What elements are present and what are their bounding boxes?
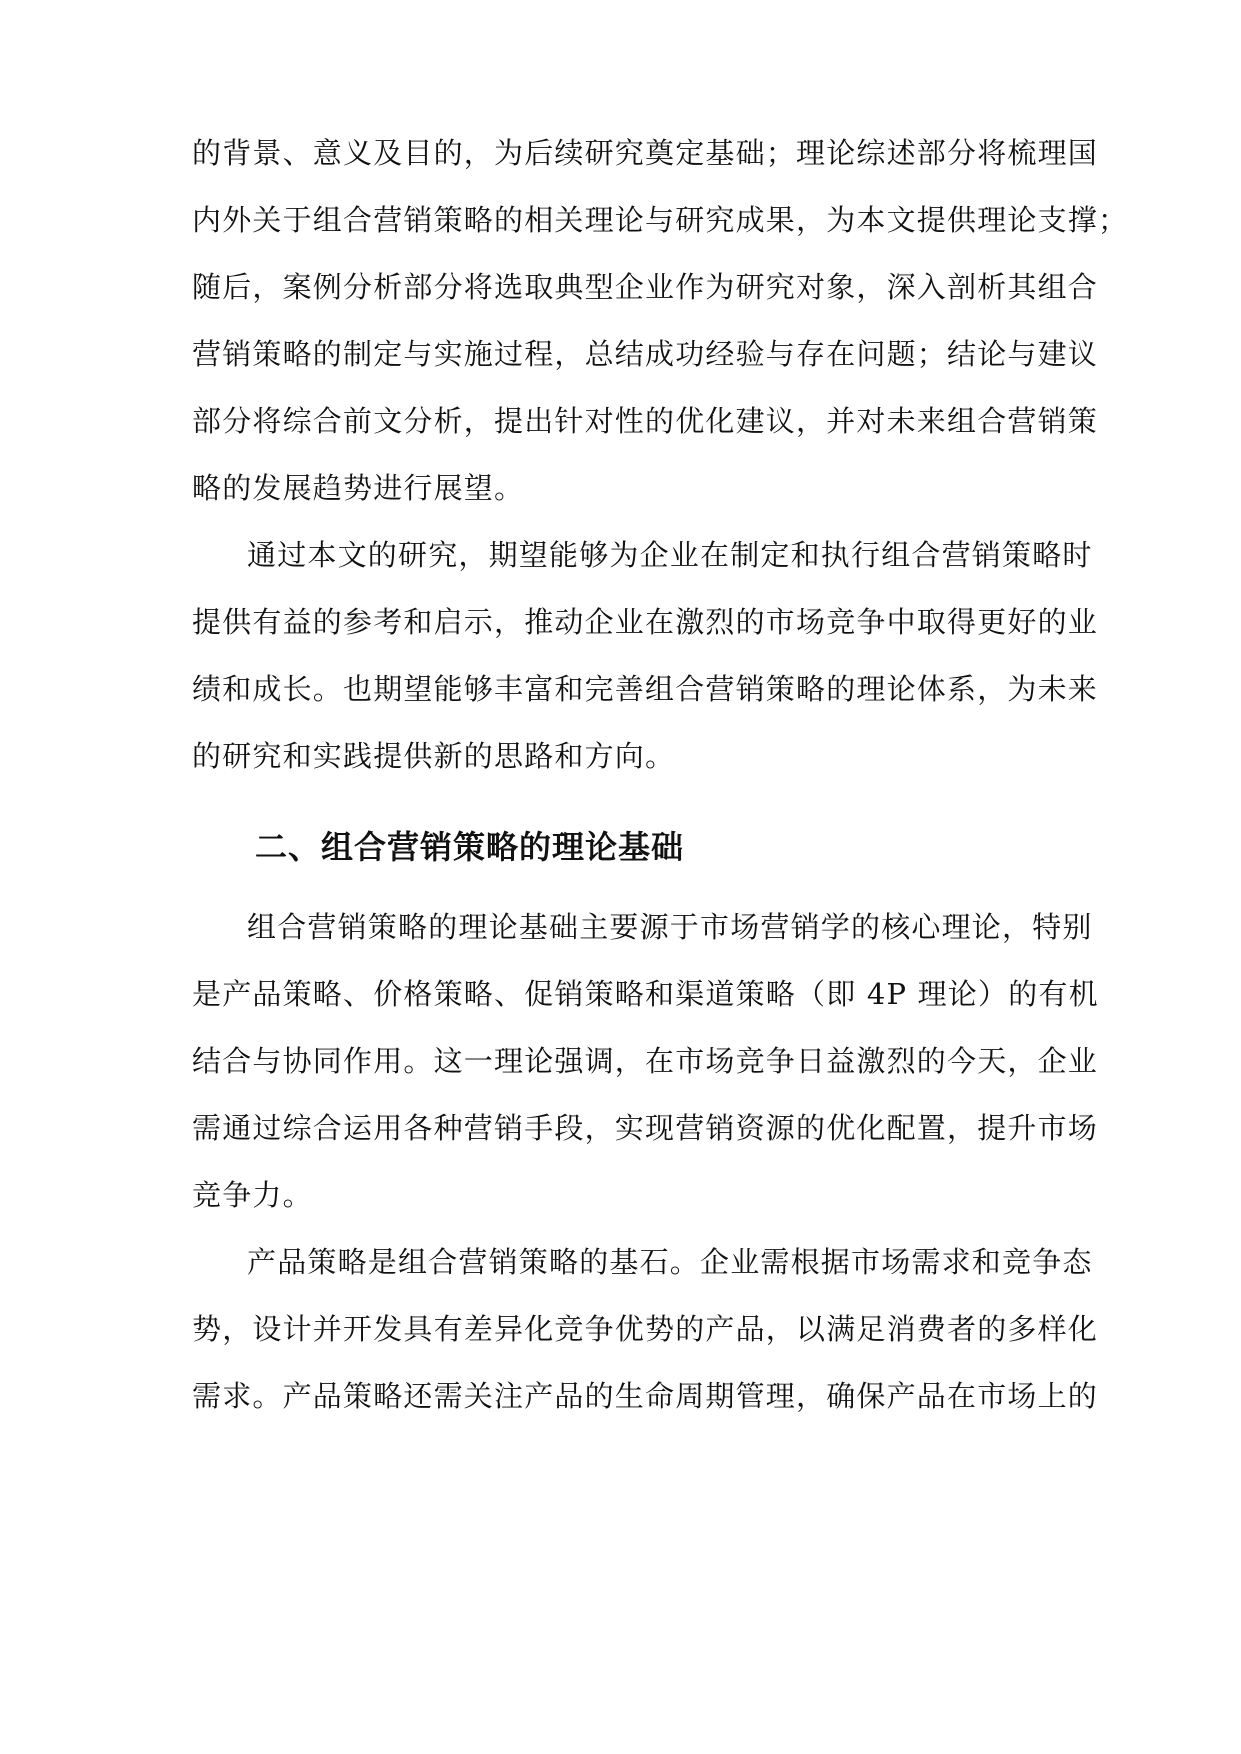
paragraph-line: 势，设计并开发具有差异化竞争优势的产品，以满足消费者的多样化 <box>192 1312 1099 1346</box>
paragraph-line: 内外关于组合营销策略的相关理论与研究成果，为本文提供理论支撑； <box>192 203 1129 237</box>
paragraph-line: 营销策略的制定与实施过程，总结成功经验与存在问题；结论与建议 <box>192 337 1099 371</box>
paragraph-line: 需求。产品策略还需关注产品的生命周期管理，确保产品在市场上的 <box>192 1379 1099 1413</box>
paragraph-line: 部分将综合前文分析，提出针对性的优化建议，并对未来组合营销策 <box>192 404 1099 438</box>
paragraph-line: 组合营销策略的理论基础主要源于市场营销学的核心理论，特别 <box>247 910 1093 944</box>
paragraph-line: 略的发展趋势进行展望。 <box>192 471 525 505</box>
section-heading: 二、组合营销策略的理论基础 <box>255 828 685 866</box>
paragraph-line: 的背景、意义及目的，为后续研究奠定基础；理论综述部分将梳理国 <box>192 136 1099 170</box>
paragraph-line: 结合与协同作用。这一理论强调，在市场竞争日益激烈的今天，企业 <box>192 1044 1099 1078</box>
paragraph-line: 通过本文的研究，期望能够为企业在制定和执行组合营销策略时 <box>247 538 1093 572</box>
paragraph-line: 产品策略是组合营销策略的基石。企业需根据市场需求和竞争态 <box>247 1245 1093 1279</box>
paragraph-line: 绩和成长。也期望能够丰富和完善组合营销策略的理论体系，为未来 <box>192 672 1099 706</box>
paragraph-line: 随后，案例分析部分将选取典型企业作为研究对象，深入剖析其组合 <box>192 270 1099 304</box>
paragraph-line: 是产品策略、价格策略、促销策略和渠道策略（即 4P 理论）的有机 <box>192 977 1099 1011</box>
paragraph-line: 竞争力。 <box>192 1178 313 1212</box>
paragraph-line: 的研究和实践提供新的思路和方向。 <box>192 739 676 773</box>
paragraph-line: 需通过综合运用各种营销手段，实现营销资源的优化配置，提升市场 <box>192 1111 1099 1145</box>
paragraph-line: 提供有益的参考和启示，推动企业在激烈的市场竞争中取得更好的业 <box>192 605 1099 639</box>
